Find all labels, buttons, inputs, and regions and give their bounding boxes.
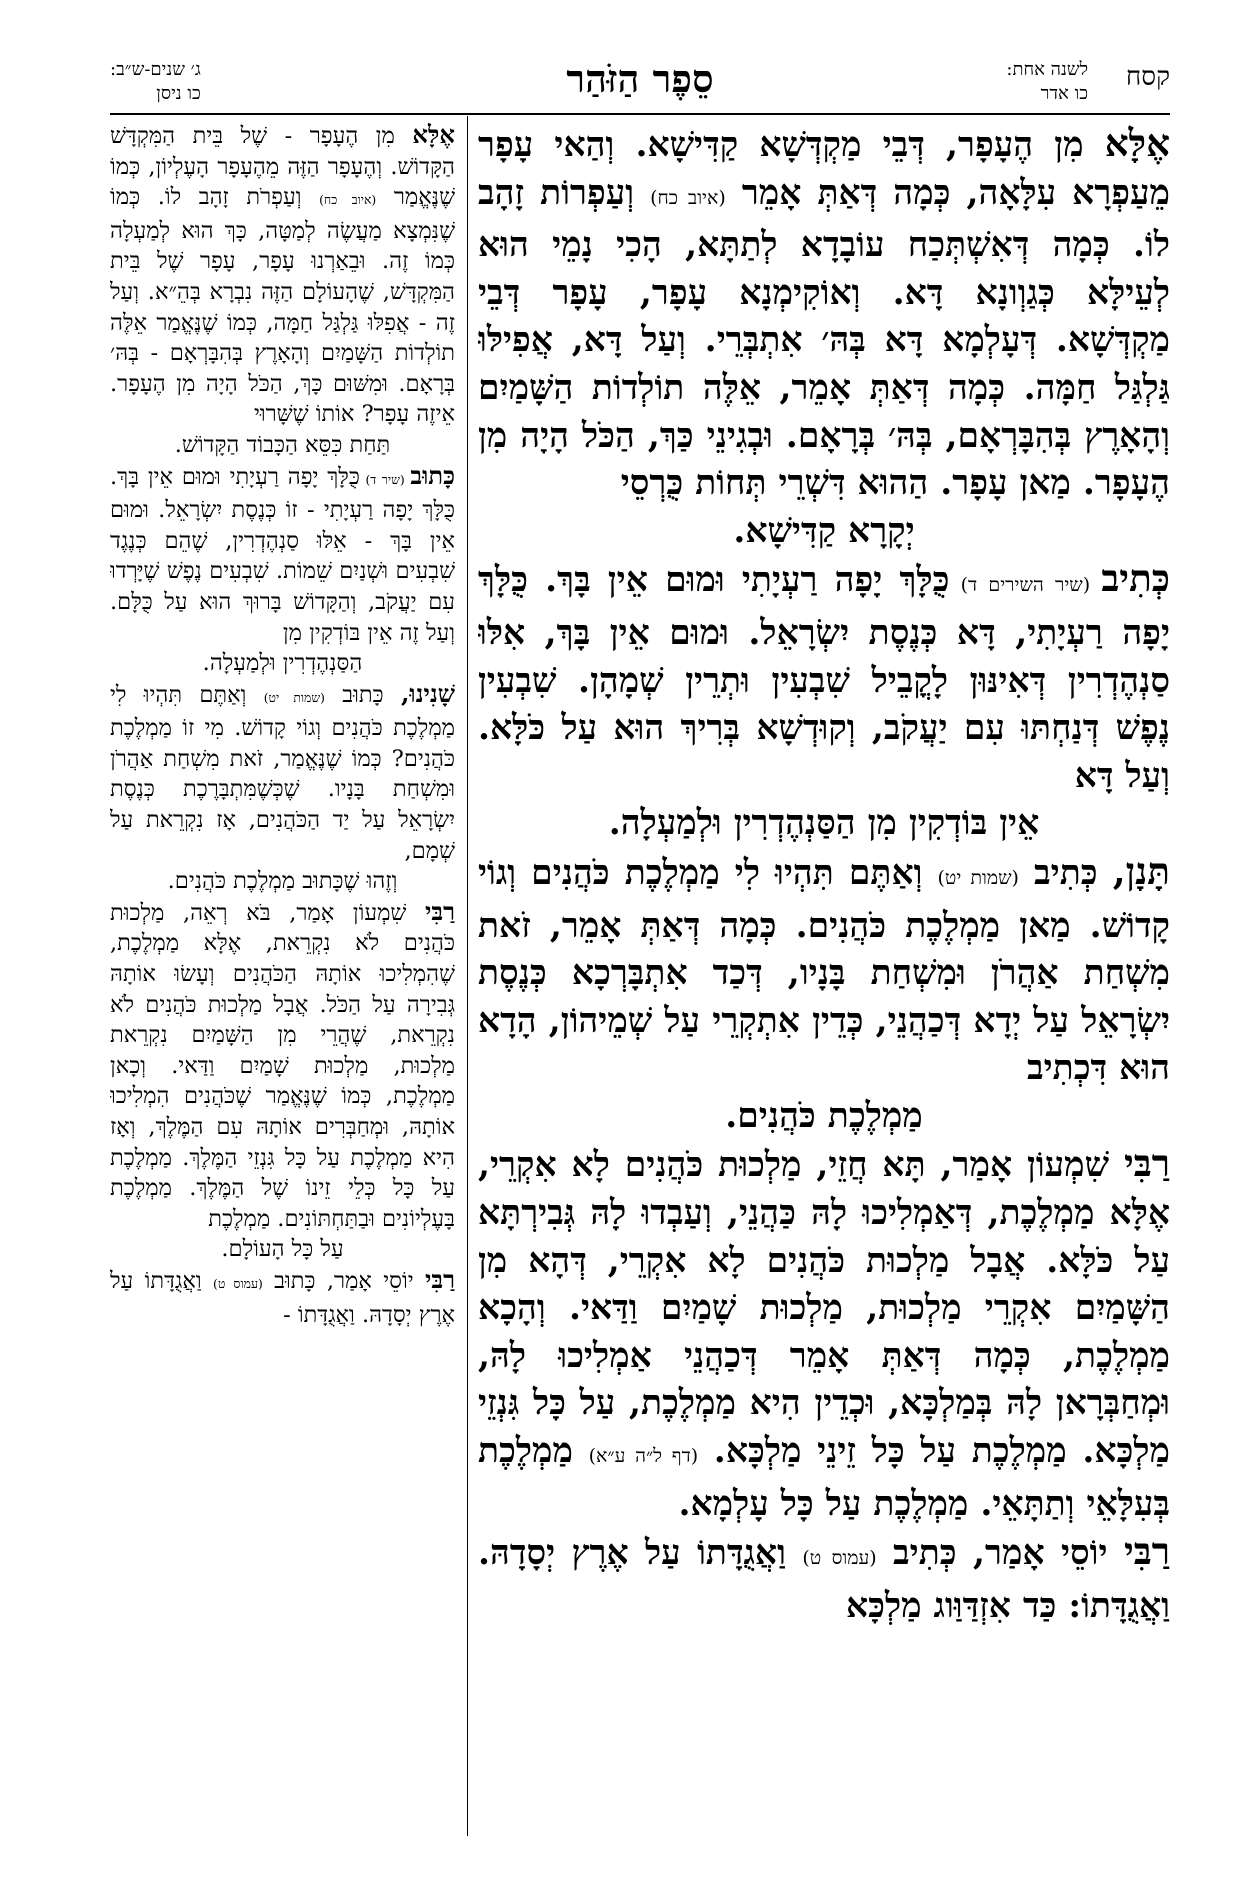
main-paragraph-3: [478, 848, 1170, 1093]
main-paragraph-1-end: יְקָרָא קַדִּישָׁא.: [733, 510, 915, 551]
main-p1-ref: (איוב כח): [650, 186, 726, 209]
main-p4-text-a: שִׁמְעוֹן אָמַר, תָּא חֲזֵי, מַלְכוּת כֹּהֲנִים לָא אִקְרֵי, אֶלָּא מַמְלֶכֶת, דְּאַמְלִיכוּ לָהּ כַּהֲנֵי, וְעַבְדוּ לָהּ גְּבִירְתָּא עַל כֹּלָּא. אֲבָל מַלְכוּת כֹּהֲנִים לָא אִקְרֵי, דְּהָא מִן הַשָּׁמַיִם אִקְרֵי מַלְכוּת, מַלְכוּת שָׁמַיִם וַדַּאי. וְהָכָא מַמְלֶכֶת, כְּמָה דְּאַתְּ אָמֵר דְּכַהֲנֵי אַמְלִיכוּ לָהּ, וּמְחַבְּרָאן לָהּ בְּמַלְכָּא, וּכְדֵין הִיא מַמְלֶכֶת, עַל כָּל גִּנְזֵי מַלְכָּא. מַמְלֶכֶת עַל כָּל זֵינֵי מַלְכָּא.: [478, 1145, 1170, 1472]
side-p5-lead: רַבִּי: [424, 1264, 455, 1294]
main-p4-text-b: מַמְלֶכֶת בְּעִלָּאֵי וְתַתָּאֵי. מַמְלֶכֶת עַל כָּל עָלְמָא.: [478, 1431, 1170, 1524]
side-p1-text-b: וְעַפְרֹת זָהָב לוֹ. כְּמוֹ שֶׁנִּמְצָא מַעֲשֶׂה לְמַטָּה, כָּךְ הוּא לְמַעְלָה כְּמוֹ זֶה. וּבֵאַרְנוּ עָפָר, עָפָר שֶׁל בֵּית הַמִּקְדָּשׁ, שֶׁהָעוֹלָם הַזֶּה נִבְרָא בְּהֵ״א. וְעַל זֶה - אֲפִלּוּ גַּלְגַּל חַמָּה, כְּמוֹ שֶׁנֶּאֱמַר אֵלֶּה תוֹלְדוֹת הַשָּׁמַיִם וְהָאָרֶץ בְּהִבָּרְאָם - בְּהּ׳ בְּרָאָם. וּמִשּׁוּם כָּךְ, הַכֹּל הָיָה מִן הֶעָפָר. אֵיזֶה עָפָר? אוֹתוֹ שֶׁשָּׁרוּי: [110, 184, 455, 428]
main-column: [478, 120, 1170, 1836]
side-p4-text-a: שִׁמְעוֹן אָמַר, בֹּא רְאֵה, מַלְכוּת כֹּהֲנִים לֹא נִקְרֵאת, אֶלָּא מַמְלֶכֶת, שֶׁהִמְלִיכוּ אוֹתָהּ הַכֹּהֲנִים וְעָשׂוּ אוֹתָהּ גְּבִירָה עַל הַכֹּל. אֲבָל מַלְכוּת כֹּהֲנִים לֹא נִקְרֵאת, שֶׁהֲרֵי מִן הַשָּׁמַיִם נִקְרֵאת מַלְכוּת, מַלְכוּת שָׁמַיִם וַדַּאי. וְכָאן מַמְלֶכֶת, כְּמוֹ שֶׁנֶּאֱמַר שֶׁכֹּהֲנִים הִמְלִיכוּ אוֹתָהּ, וּמְחַבְּרִים אוֹתָהּ עִם הַמֶּלֶךְ, וְאָז הִיא מַמְלֶכֶת עַל כָּל גִּנְזֵי הַמֶּלֶךְ. מַמְלֶכֶת עַל כָּל כְּלֵי זֵינוֹ שֶׁל הַמֶּלֶךְ. מַמְלֶכֶת בָּעֶלְיוֹנִים וּבַתַּחְתּוֹנִים. מַמְלֶכֶת: [110, 899, 455, 1232]
side-p3-lead: שָׁנִינוּ,: [400, 678, 455, 708]
side-paragraph-1-end: תַּחַת כִּסֵּא הַכָּבוֹד הַקָּדוֹשׁ.: [174, 431, 391, 458]
left-schedule-bottom: כו ניסן: [156, 83, 201, 104]
side-p3-text-b: וְאַתֶּם תִּהְיוּ לִי מַמְלֶכֶת כֹּהֲנִים וְגוֹי קָדוֹשׁ. מִי זוֹ מַמְלֶכֶת כֹּהֲנִים? כְּמוֹ שֶׁנֶּאֱמַר, זֹאת מִשְׁחַת אַהֲרֹן וּמִשְׁחַת בָּנָיו. שֶׁכְּשֶׁמִּתְבָּרֶכֶת כְּנֶסֶת יִשְׂרָאֵל עַל יַד הַכֹּהֲנִים, אָז נִקְרֵאת עַל שְׁמָם,: [110, 681, 455, 864]
main-paragraph-2: [478, 555, 1170, 800]
side-paragraph-2: [110, 461, 455, 649]
main-paragraph-4: [478, 1140, 1170, 1528]
right-schedule-bottom: כו אדר: [1040, 83, 1088, 104]
main-p3-text-b: וְאַתֶּם תִּהְיוּ לִי מַמְלֶכֶת כֹּהֲנִים וְגוֹי קָדוֹשׁ. מַאן מַמְלֶכֶת כֹּהֲנִים. כְּמָה דְּאַתְּ אָמֵר, זֹאת מִשְׁחַת אַהֲרֹן וּמִשְׁחַת בָּנָיו, דְּכַד אִתְבָּרְכָא כְּנֶסֶת יִשְׂרָאֵל עַל יְדָא דְּכַהֲנֵי, כְּדֵין אִתְקְרֵי עַל שְׁמֵיהוֹן, הָדָא הוּא דִּכְתִיב: [478, 852, 1170, 1089]
right-schedule-top: לשנה אחת:: [1006, 59, 1088, 80]
main-p3-text-a: כְּתִיב: [1018, 852, 1113, 893]
side-paragraph-1: [110, 120, 455, 430]
main-p2-ref: (שיר השירים ד): [949, 574, 1102, 597]
side-p1-text-a: מִן הֶעָפָר - שֶׁל בֵּית הַמִּקְדָּשׁ הַקָּדוֹשׁ. וְהֶעָפָר הַזֶּה מֵהֶעָפָר הָעֶלְיוֹן, כְּמוֹ שֶׁנֶּאֱמַר: [110, 123, 455, 211]
side-p2-text-a: כֻּלָּךְ יָפָה רַעְיָתִי וּמוּם אֵין בָּךְ. כֻּלָּךְ יָפָה רַעְיָתִי - זוֹ כְּנֶסֶת יִשְׂרָאֵל. וּמוּם אֵין בָּךְ - אֵלּוּ סַנְהֶדְרִין, שֶׁהֵם כְּנֶגֶד שִׁבְעִים וּשְׁנַיִם שֵׁמוֹת. שִׁבְעִים נֶפֶשׁ שֶׁיָּרְדוּ עִם יַעֲקֹב, וְהַקָּדוֹשׁ בָּרוּךְ הוּא עַל כֻּלָּם. וְעַל זֶה אֵין בּוֹדְקִין מִן: [110, 463, 455, 646]
left-schedule: [110, 58, 201, 106]
main-p5-text-b: וַאֲגֻדָּתוֹ עַל אֶרֶץ יְסָדָהּ. וַאֲגֻדָּתוֹ: כַּד אִזְדַּוַּוג מַלְכָּא: [478, 1533, 1170, 1626]
side-p4-lead: רַבִּי: [424, 896, 455, 926]
translation-column: [110, 120, 455, 1836]
side-p5-ref: (עמוס ט): [213, 1276, 263, 1291]
side-paragraph-2-end: הַסַּנְהֶדְרִין וּלְמַעְלָה.: [202, 650, 363, 677]
side-p1-lead: אֶלָּא: [412, 120, 455, 149]
side-paragraph-5: [110, 1265, 455, 1330]
main-paragraph-5: [478, 1528, 1170, 1630]
book-title: סֵפֶר הַזֹּהַר: [566, 56, 714, 101]
main-p3-lead: תָּנָן,: [1112, 848, 1170, 893]
side-p3-text-a: כָּתוּב: [324, 681, 401, 708]
running-header: [110, 56, 1170, 112]
main-p5-lead: רַבִּי: [1123, 1529, 1170, 1574]
header-rule: [110, 113, 1170, 115]
left-schedule-top: ג׳ שנים-ש״ב:: [110, 59, 201, 80]
main-p4-lead: רַבִּי: [1123, 1141, 1170, 1186]
main-p5-text-a: יוֹסֵי אָמַר, כְּתִיב: [876, 1533, 1124, 1574]
main-p1-lead: אֶלָּא: [1104, 121, 1170, 165]
side-p1-ref: (איוב כח): [319, 193, 377, 208]
page-number: קסח: [1125, 62, 1170, 92]
main-p3-ref: (שמות יט): [937, 866, 1019, 889]
side-paragraph-3: [110, 679, 455, 867]
main-paragraph-3-end: מַמְלֶכֶת כֹּהֲנִים.: [725, 1095, 923, 1136]
main-p1-text-b: וְעַפְרוֹת זָהָב לוֹ. כְּמָה דְּאִשְׁתְּכַח עוֹבָדָא לְתַתָּא, הָכִי נָמֵי הוּא לְעֵילָּא כְּגַוְונָא דָּא. וְאוֹקִימְנָא עָפָר, עָפָר דְּבֵי מַקְדְּשָׁא. דְּעָלְמָא דָּא בְּהּ׳ אִתְבְּרֵי. וְעַל דָּא, אֲפִילּוּ גַּלְגַּל חַמָּה. כְּמָה דְּאַתְּ אָמֵר, אֵלֶּה תוֹלְדוֹת הַשָּׁמַיִם וְהָאָרֶץ בְּהִבָּרְאָם, בְּהּ׳ בְּרָאָם. וּבְגִינֵי כַּךְ, הַכֹּל הָיָה מִן הֶעָפָר. מַאן עָפָר. הַהוּא דִּשְׁרֵי תְּחוֹת כֻּרְסֵי: [478, 172, 1170, 504]
side-paragraph-3-end: וְזֶהוּ שֶׁכָּתוּב מַמְלֶכֶת כֹּהֲנִים.: [167, 868, 398, 895]
main-paragraph-1: [478, 120, 1170, 508]
main-p4-ref: (דף ל״ה ע״א): [588, 1445, 699, 1468]
side-paragraph-4: [110, 897, 455, 1235]
side-p2-lead: כָּתוּב: [410, 460, 455, 490]
main-paragraph-2-end: אֵין בּוֹדְקִין מִן הַסַּנְהֶדְרִין וּלְמַעְלָה.: [608, 803, 1040, 844]
main-p1-text-a: מִן הֶעָפָר, דְּבֵי מַקְדְּשָׁא קַדִּישָׁא. וְהַאי עָפָר מֵעַפְרָא עִלָּאָה, כְּמָה דְּאַתְּ אָמֵר: [478, 125, 1170, 213]
main-p5-ref: (עמוס ט): [802, 1547, 877, 1570]
main-p2-text-a: כֻּלָּךְ יָפָה רַעְיָתִי וּמוּם אֵין בָּךְ. כֻּלָּךְ יָפָה רַעְיָתִי, דָּא כְּנֶסֶת יִשְׂרָאֵל. וּמוּם אֵין בָּךְ, אִלּוּ סַנְהֶדְרִין דְּאִינּוּן לָקֳבֵיל שִׁבְעִין וּתְרֵין שְׁמָהָן. שִׁבְעִין נֶפֶשׁ דְּנַחְתּוּ עִם יַעֲקֹב, וְקוּדְשָׁא בְּרִיךְ הוּא עַל כֹּלָּא. וְעַל דָּא: [478, 560, 1170, 796]
column-divider: [467, 116, 468, 1836]
main-p2-lead: כְּתִיב: [1101, 556, 1170, 601]
side-paragraph-4-end: עַל כָּל הָעוֹלָם.: [221, 1236, 344, 1263]
side-p3-ref: (שמות יט): [263, 690, 325, 705]
side-p5-text-b: וַאֲגֻדָּתוֹ עַל אֶרֶץ יְסָדָהּ. וַאֲגֻדָּתוֹ -: [110, 1267, 455, 1328]
side-p2-ref: (שיר ד): [359, 472, 411, 487]
side-p5-text-a: יוֹסֵי אָמַר, כָּתוּב: [262, 1267, 425, 1294]
